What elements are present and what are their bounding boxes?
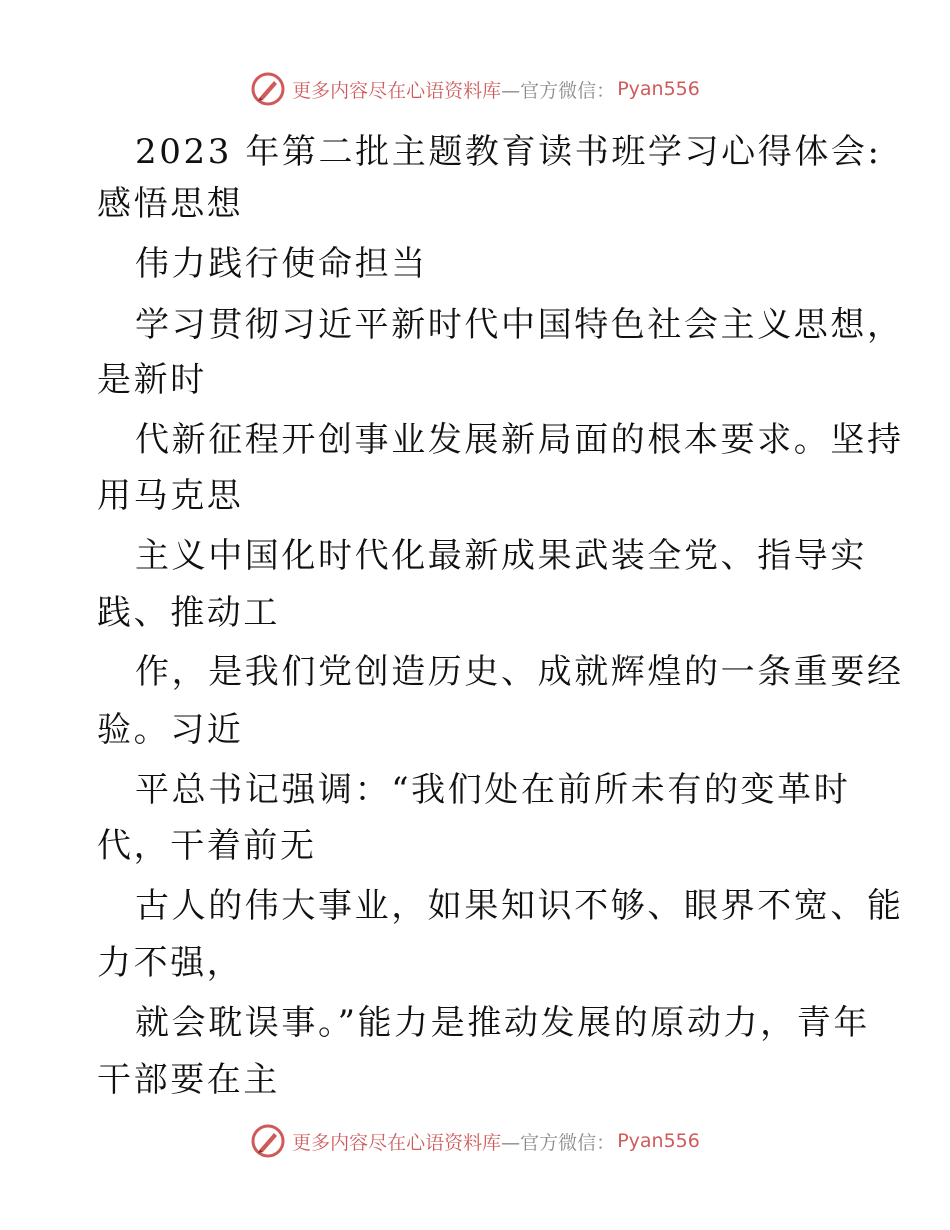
text-line: 就会耽误事。”能力是推动发展的原动力，青年 (135, 1003, 870, 1043)
watermark-site-name: 更多内容尽在心语资料库 (292, 79, 502, 102)
text-line: 代，干着前无 (97, 826, 317, 866)
footer-watermark (0, 1121, 950, 1161)
text-line: 古人的伟大事业，如果知识不够、眼界不宽、能 (135, 886, 904, 926)
text-line: 学习贯彻习近平新时代中国特色社会主义思想， (135, 305, 904, 345)
text-line: 是新时 (97, 360, 207, 400)
watermark-site-name: 更多内容尽在心语资料库 (292, 1131, 502, 1154)
pen-circle-logo-icon (250, 71, 286, 107)
watermark-wechat-id: Pyan556 (617, 78, 700, 100)
pen-circle-logo-icon (250, 1123, 286, 1159)
watermark-wechat-id: Pyan556 (617, 1130, 700, 1152)
text-line: 感悟思想 (97, 184, 244, 224)
text-line: 干部要在主 (97, 1060, 280, 1100)
text-line: 主义中国化时代化最新成果武装全党、指导实 (135, 536, 867, 576)
header-watermark (0, 69, 950, 109)
text-line: 作，是我们党创造历史、成就辉煌的一条重要经 (135, 652, 904, 692)
text-line: 平总书记强调：“我们处在前所未有的变革时 (135, 770, 851, 810)
text-line: 力不强， (97, 943, 244, 983)
text-line: 践、推动工 (97, 593, 280, 633)
text-line: 验。习近 (97, 710, 244, 750)
text-line: 伟力践行使命担当 (135, 244, 428, 284)
text-line: 2023 年第二批主题教育读书班学习心得体会: (135, 132, 882, 172)
text-line: 代新征程开创事业发展新局面的根本要求。坚持 (135, 420, 904, 460)
text-line: 用马克思 (97, 476, 244, 516)
watermark-wechat-label: —官方微信： (501, 79, 616, 102)
watermark-wechat-label: —官方微信： (501, 1131, 616, 1154)
